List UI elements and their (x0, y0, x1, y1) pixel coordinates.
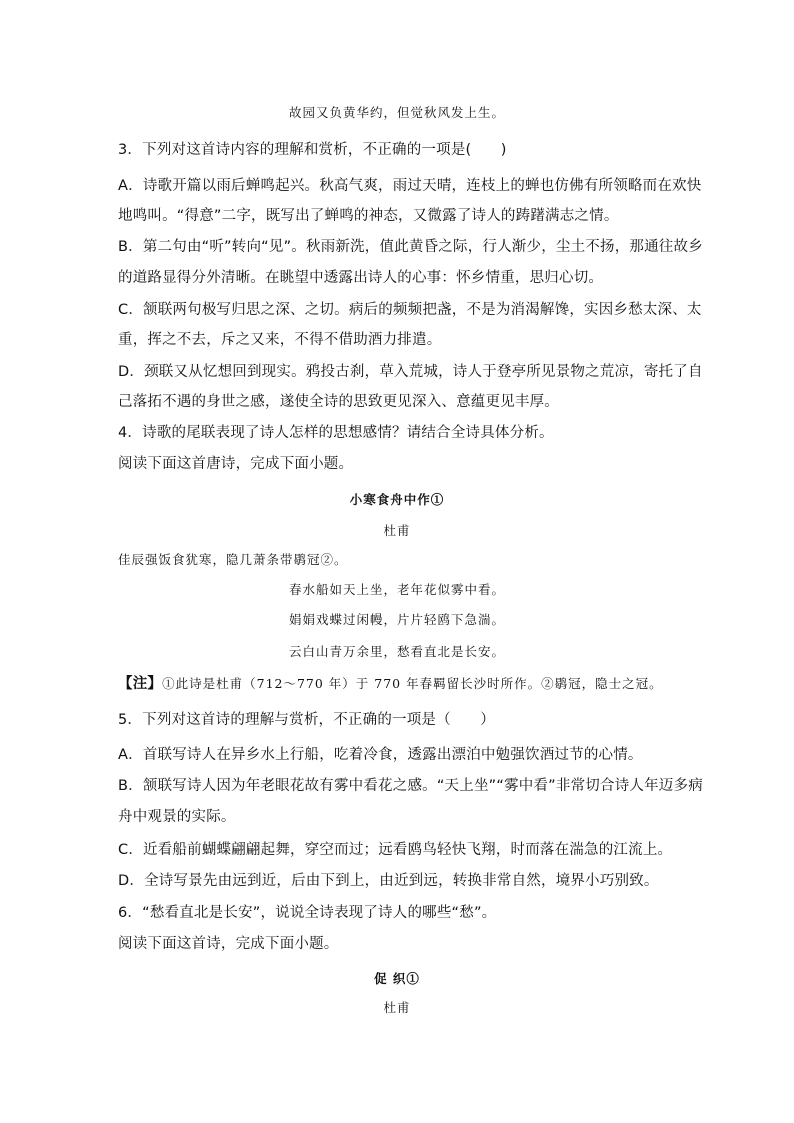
option-b-line1: B．第二句由“听”转向“见”。秋雨新洗，值此黄昏之际，行人渐少，尘土不扬，那通往故乡 (118, 239, 703, 255)
poem-author: 杜甫 (383, 523, 411, 538)
poem-line: 故园又负黄华约，但觉秋风发上生。 (288, 105, 505, 120)
note-label: 【注】 (118, 676, 163, 692)
option-d-line1: D．颈联又从忆想回到现实。鸦投古刹，草入荒城，诗人于登亭所见景物之荒凉，寄托了自 (118, 364, 703, 380)
option-b-line1: B．颔联写诗人因为年老眼花故有雾中看花之感。“天上坐”“雾中看”非常切合诗人年迈多病 (118, 778, 703, 794)
option-b-line2: 的道路显得分外清晰。在眺望中透露出诗人的心事：怀乡情重，思归心切。 (118, 270, 604, 286)
poem-title: 小寒食舟中作① (349, 492, 445, 507)
option-c-line1: C．近看船前蝴蝶翩翩起舞，穿空而过；远看鸥鸟轻快飞翔，时而落在湍急的江流上。 (118, 842, 673, 858)
question-5-stem: 5．下列对这首诗的理解与赏析，不正确的一项是（ ） (118, 712, 495, 728)
option-d-line2: 己落拓不遇的身世之感，遂使全诗的思致更见深入、意蕴更见丰厚。 (118, 394, 559, 410)
poem-line: 娟娟戏蝶过闲幔，片片轻鸥下急湍。 (288, 612, 505, 627)
poem-line: 春水船如天上坐，老年花似雾中看。 (288, 582, 505, 597)
reading-instruction: 阅读下面这首诗，完成下面小题。 (118, 936, 339, 952)
poem-line: 佳辰强饭食犹寒，隐几萧条带鹖冠②。 (118, 552, 348, 567)
option-b-line2: 舟中观景的实际。 (118, 809, 236, 825)
question-4: 4．诗歌的尾联表现了诗人怎样的思想感情？请结合全诗具体分析。 (118, 425, 554, 441)
option-a-line2: 地鸣叫。“得意”二字，既写出了蝉鸣的神态，又微露了诗人的踌躇满志之情。 (118, 208, 619, 224)
note-text: ①此诗是杜甫（712～770 年）于 770 年春羁留长沙时所作。②鹖冠，隐士之冠。 (162, 676, 663, 691)
reading-instruction: 阅读下面这首唐诗，完成下面小题。 (118, 456, 354, 472)
poem-note (118, 674, 688, 694)
option-d-line1: D．全诗写景先由远到近，后由下到上，由近到远，转换非常自然，境界小巧别致。 (118, 873, 659, 889)
option-a-line1: A．首联写诗人在异乡水上行船，吃着冷食，透露出漂泊中勉强饮酒过节的心情。 (118, 747, 643, 763)
question-3-stem: 3．下列对这首诗内容的理解和赏析，不正确的一项是( ) (118, 142, 507, 158)
option-c-line1: C．颔联两句极写归思之深、之切。病后的频频把盏，不是为消渴解馋，实因乡愁太深、太 (118, 302, 702, 318)
poem-line: 云白山青万余里，愁看直北是长安。 (288, 644, 505, 659)
question-6: 6．“愁看直北是长安”，说说全诗表现了诗人的哪些“愁”。 (118, 905, 497, 921)
poem-title: 促 织① (374, 971, 420, 986)
poem-author: 杜甫 (383, 1000, 411, 1015)
option-a-line1: A．诗歌开篇以雨后蝉鸣起兴。秋高气爽，雨过天晴，连枝上的蝉也仿佛有所领略而在欢快 (118, 178, 702, 194)
option-c-line2: 重，挥之不去，斥之又来，不得不借助酒力排遣。 (118, 332, 442, 348)
